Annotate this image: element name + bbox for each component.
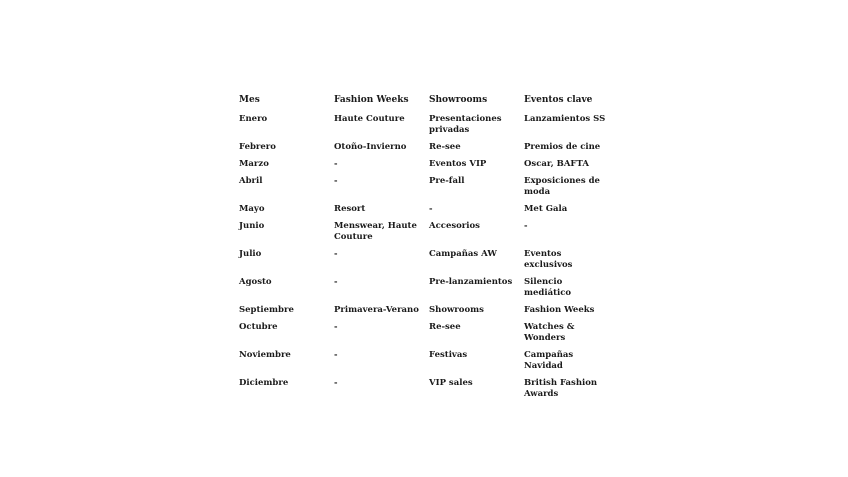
header-eventos-clave: Eventos clave [524,95,593,105]
header-mes: Mes [239,95,260,105]
table-row [236,322,616,350]
cell-key-event: - [524,221,528,231]
cell-key-event: Lanzamientos SS [524,114,606,124]
header-fashion-weeks: Fashion Weeks [334,95,409,105]
cell-key-event: Exposiciones de moda [524,176,600,197]
cell-fashion-week: - [334,159,338,169]
cell-month: Enero [239,114,268,124]
cell-showroom: Re-see [429,142,461,152]
table-row [236,305,616,322]
cell-key-event: Met Gala [524,204,568,214]
cell-fashion-week: - [334,176,338,186]
cell-fashion-week: - [334,249,338,259]
cell-month: Marzo [239,159,269,169]
cell-month: Julio [239,249,262,259]
cell-fashion-week: - [334,378,338,388]
table-row [236,114,616,142]
cell-fashion-week: Haute Couture [334,114,405,124]
cell-showroom: Eventos VIP [429,159,487,169]
cell-month: Mayo [239,204,265,214]
cell-fashion-week: Otoño-Invierno [334,142,407,152]
cell-month: Septiembre [239,305,294,315]
cell-showroom: Re-see [429,322,461,332]
cell-key-event: Eventos exclusivos [524,249,573,270]
cell-showroom: Accesorios [429,221,480,231]
table-row [236,204,616,221]
cell-fashion-week: Menswear, Haute Couture [334,221,417,242]
table-row [236,176,616,204]
cell-showroom: Showrooms [429,305,484,315]
cell-fashion-week: - [334,277,338,287]
cell-key-event: Silencio mediático [524,277,572,298]
table-row [236,221,616,249]
cell-showroom: - [429,204,433,214]
cell-showroom: Presentaciones privadas [429,114,502,135]
fashion-calendar-table [236,95,616,406]
cell-month: Diciembre [239,378,289,388]
cell-month: Octubre [239,322,278,332]
cell-showroom: Campañas AW [429,249,497,259]
cell-key-event: Premios de cine [524,142,601,152]
cell-fashion-week: - [334,350,338,360]
table-row [236,378,616,406]
cell-fashion-week: Resort [334,204,366,214]
cell-month: Junio [239,221,265,231]
cell-key-event: Oscar, BAFTA [524,159,589,169]
cell-month: Noviembre [239,350,291,360]
cell-key-event: Campañas Navidad [524,350,574,371]
table-row [236,142,616,159]
cell-key-event: Watches & Wonders [524,322,575,343]
cell-showroom: Festivas [429,350,468,360]
cell-key-event: Fashion Weeks [524,305,595,315]
cell-showroom: Pre-lanzamientos [429,277,513,287]
table-row [236,350,616,378]
cell-showroom: Pre-fall [429,176,465,186]
cell-month: Abril [239,176,263,186]
cell-month: Febrero [239,142,276,152]
cell-fashion-week: Primavera-Verano [334,305,419,315]
table-header-row [236,95,616,114]
cell-fashion-week: - [334,322,338,332]
table-row [236,249,616,277]
cell-month: Agosto [239,277,272,287]
header-showrooms: Showrooms [429,95,488,105]
table-row [236,159,616,176]
cell-key-event: British Fashion Awards [524,378,598,399]
table-row [236,277,616,305]
cell-showroom: VIP sales [429,378,473,388]
